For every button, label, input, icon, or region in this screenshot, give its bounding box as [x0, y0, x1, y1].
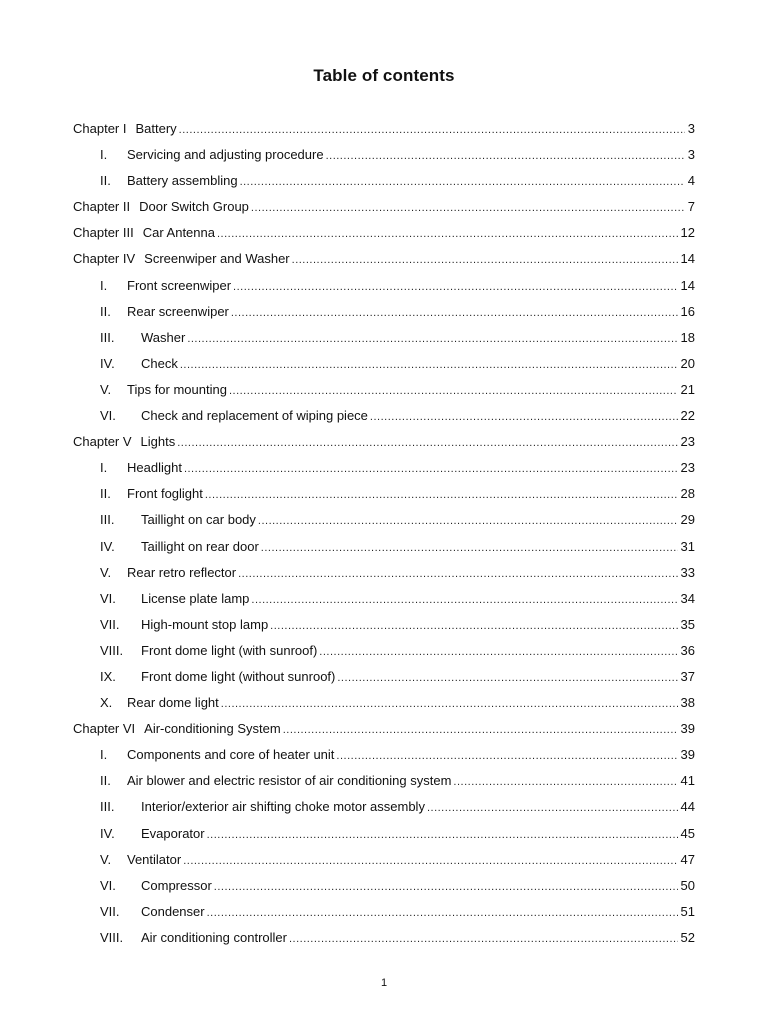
toc-page-number: 29	[680, 512, 695, 528]
toc-entry-number: VI.	[100, 408, 116, 424]
toc-entry-title: Front screenwiper	[127, 277, 232, 293]
toc-entry-title: Car Antenna	[142, 225, 215, 241]
toc-dot-leader	[261, 542, 678, 554]
toc-entry-label	[73, 121, 177, 136]
toc-entry-label	[100, 799, 425, 814]
toc-section-entry[interactable]	[73, 669, 695, 695]
toc-entry-label	[100, 643, 317, 658]
toc-entry-label	[100, 591, 249, 606]
toc-entry-title: Front dome light (without sunroof)	[141, 668, 336, 684]
toc-entry-label	[100, 878, 212, 893]
toc-chapter-entry[interactable]	[73, 121, 695, 147]
toc-page-number: 37	[680, 668, 695, 684]
toc-section-entry[interactable]	[73, 826, 695, 852]
toc-page-number: 33	[680, 564, 695, 580]
toc-entry-number: II.	[100, 486, 111, 502]
toc-entry-number: I.	[100, 460, 108, 476]
toc-entry-title: Taillight on car body	[141, 512, 256, 528]
toc-section-entry[interactable]	[73, 539, 695, 565]
toc-entry-label	[100, 408, 368, 423]
toc-dot-leader	[326, 150, 685, 162]
toc-entry-label	[100, 747, 334, 762]
toc-dot-leader	[207, 829, 678, 841]
toc-section-entry[interactable]	[73, 643, 695, 669]
toc-entry-title: Check	[141, 355, 178, 371]
toc-chapter-entry[interactable]	[73, 434, 695, 460]
toc-page-number: 31	[680, 538, 695, 554]
toc-dot-leader	[292, 254, 678, 266]
toc-entry-title: Rear dome light	[127, 695, 219, 711]
toc-entry-number: VIII.	[100, 642, 124, 658]
toc-entry-title: Ventilator	[127, 851, 182, 867]
toc-entry-number: VIII.	[100, 929, 124, 945]
toc-dot-leader	[453, 776, 677, 788]
toc-entry-number: VII.	[100, 616, 120, 632]
toc-dot-leader	[251, 202, 685, 214]
toc-entry-title: Screenwiper and Washer	[144, 251, 290, 267]
toc-section-entry[interactable]	[73, 695, 695, 721]
toc-entry-label	[100, 460, 182, 475]
toc-dot-leader	[214, 881, 678, 893]
toc-dot-leader	[184, 463, 678, 475]
toc-entry-label	[100, 669, 335, 684]
toc-page-number: 35	[680, 616, 695, 632]
toc-entry-title: Compressor	[141, 877, 212, 893]
toc-entry-label	[100, 512, 256, 527]
toc-entry-title: Condenser	[141, 903, 205, 919]
toc-entry-number: Chapter VI	[73, 721, 136, 737]
toc-section-entry[interactable]	[73, 460, 695, 486]
toc-dot-leader	[270, 620, 677, 632]
toc-entry-label	[100, 930, 287, 945]
toc-dot-leader	[179, 124, 685, 136]
toc-entry-number: IX.	[100, 668, 116, 684]
toc-dot-leader	[283, 724, 678, 736]
toc-section-entry[interactable]	[73, 930, 695, 956]
toc-dot-leader	[221, 698, 678, 710]
toc-dot-leader	[205, 489, 678, 501]
toc-page-number: 12	[680, 225, 695, 241]
toc-entry-label	[73, 721, 281, 736]
toc-entry-number: II.	[100, 303, 111, 319]
toc-page-number: 14	[680, 277, 695, 293]
toc-page-number: 38	[680, 695, 695, 711]
toc-entry-title: Headlight	[127, 460, 182, 476]
toc-entry-label	[100, 773, 451, 788]
toc-entry-label	[100, 565, 236, 580]
toc-dot-leader	[289, 933, 678, 945]
toc-entry-title: High-mount stop lamp	[141, 616, 269, 632]
toc-entry-label	[100, 304, 229, 319]
toc-dot-leader	[177, 437, 677, 449]
toc-page-number: 51	[680, 903, 695, 919]
toc-entry-number: X.	[100, 695, 113, 711]
toc-section-entry[interactable]	[73, 382, 695, 408]
toc-page-number: 45	[680, 825, 695, 841]
toc-entry-title: Rear screenwiper	[127, 303, 229, 319]
toc-entry-number: IV.	[100, 355, 115, 371]
toc-section-entry[interactable]	[73, 304, 695, 330]
toc-page-number: 18	[680, 329, 695, 345]
toc-page-number: 16	[680, 303, 695, 319]
toc-entry-label	[73, 251, 290, 266]
page-title: Table of contents	[313, 66, 455, 85]
toc-entry-number: V.	[100, 381, 112, 397]
toc-entry-number: I.	[100, 147, 108, 163]
toc-section-entry[interactable]	[73, 617, 695, 643]
toc-entry-number: Chapter I	[73, 121, 127, 136]
toc-entry-title: Battery	[135, 121, 177, 136]
toc-section-entry[interactable]	[73, 486, 695, 512]
toc-page-number: 22	[680, 408, 695, 424]
toc-entry-label	[100, 173, 238, 188]
toc-page-number: 50	[680, 877, 695, 893]
toc-page-number: 41	[680, 773, 695, 789]
toc-entry-number: Chapter II	[73, 199, 131, 215]
toc-entry-title: Taillight on rear door	[141, 538, 259, 554]
toc-section-entry[interactable]	[73, 904, 695, 930]
toc-dot-leader	[427, 802, 678, 814]
toc-chapter-entry[interactable]	[73, 225, 695, 251]
toc-section-entry[interactable]	[73, 565, 695, 591]
toc-entry-title: Interior/exterior air shifting choke motor assembly	[141, 799, 425, 815]
toc-section-entry[interactable]	[73, 852, 695, 878]
toc-page-number: 20	[680, 355, 695, 371]
toc-page-number: 23	[680, 460, 695, 476]
toc-page-number: 39	[680, 747, 695, 763]
toc-dot-leader	[229, 385, 678, 397]
toc-entry-title: Front dome light (with sunroof)	[141, 642, 318, 658]
toc-page-number: 44	[680, 799, 695, 815]
toc-entry-title: Components and core of heater unit	[127, 747, 335, 763]
toc-chapter-entry[interactable]	[73, 199, 695, 225]
toc-section-entry[interactable]	[73, 591, 695, 617]
toc-entry-label	[100, 904, 205, 919]
toc-entry-title: Air-conditioning System	[144, 721, 281, 737]
page-number: 1	[380, 977, 388, 989]
toc-dot-leader	[233, 281, 677, 293]
toc-entry-label	[100, 826, 205, 841]
toc-section-entry[interactable]	[73, 278, 695, 304]
toc-entry-label	[100, 356, 178, 371]
toc-entry-label	[100, 617, 268, 632]
toc-entry-number: III.	[100, 512, 115, 528]
toc-dot-leader	[217, 228, 678, 240]
toc-entry-label	[73, 434, 175, 449]
table-of-contents	[73, 121, 695, 956]
toc-section-entry[interactable]	[73, 173, 695, 199]
toc-entry-label	[100, 330, 185, 345]
toc-page-number: 36	[680, 642, 695, 658]
toc-section-entry[interactable]	[73, 356, 695, 382]
toc-entry-title: Battery assembling	[127, 173, 238, 189]
toc-entry-number: III.	[100, 799, 115, 815]
toc-page-number: 21	[680, 381, 695, 397]
toc-page-number: 4	[687, 173, 695, 189]
toc-entry-number: V.	[100, 564, 112, 580]
toc-page-number: 3	[687, 121, 695, 136]
toc-page-number: 23	[680, 434, 695, 450]
toc-dot-leader	[370, 411, 678, 423]
toc-section-entry[interactable]	[73, 330, 695, 356]
toc-section-entry[interactable]	[73, 747, 695, 773]
toc-dot-leader	[337, 672, 677, 684]
toc-entry-title: Lights	[140, 434, 176, 450]
toc-chapter-entry[interactable]	[73, 251, 695, 277]
toc-dot-leader	[187, 333, 677, 345]
toc-dot-leader	[258, 515, 678, 527]
toc-page-number: 39	[680, 721, 695, 737]
toc-dot-leader	[336, 750, 677, 762]
toc-entry-title: Servicing and adjusting procedure	[127, 147, 324, 163]
toc-dot-leader	[238, 568, 677, 580]
toc-entry-title: License plate lamp	[141, 590, 250, 606]
toc-entry-title: Air blower and electric resistor of air conditioning system	[127, 773, 452, 789]
toc-entry-number: Chapter V	[73, 434, 132, 450]
toc-entry-label	[100, 147, 324, 162]
toc-entry-number: IV.	[100, 538, 115, 554]
toc-chapter-entry[interactable]	[73, 721, 695, 747]
toc-dot-leader	[240, 176, 685, 188]
toc-entry-number: Chapter III	[73, 225, 134, 241]
toc-entry-number: VII.	[100, 903, 120, 919]
toc-page-number: 7	[687, 199, 695, 215]
toc-dot-leader	[180, 359, 678, 371]
toc-entry-title: Check and replacement of wiping piece	[141, 408, 368, 424]
toc-entry-number: I.	[100, 747, 108, 763]
toc-entry-number: VI.	[100, 877, 116, 893]
toc-page-number: 47	[680, 851, 695, 867]
toc-entry-title: Rear retro reflector	[127, 564, 237, 580]
toc-entry-number: Chapter IV	[73, 251, 136, 267]
toc-entry-label	[100, 486, 203, 501]
toc-dot-leader	[319, 646, 677, 658]
toc-page-number: 28	[680, 486, 695, 502]
toc-entry-label	[73, 199, 249, 214]
toc-section-entry[interactable]	[73, 773, 695, 799]
toc-entry-label	[100, 382, 227, 397]
toc-dot-leader	[207, 907, 678, 919]
toc-entry-number: IV.	[100, 825, 115, 841]
toc-entry-number: III.	[100, 329, 115, 345]
toc-entry-label	[100, 539, 259, 554]
toc-page-number: 34	[680, 590, 695, 606]
toc-entry-title: Washer	[141, 329, 186, 345]
toc-dot-leader	[231, 307, 678, 319]
toc-entry-number: VI.	[100, 590, 116, 606]
toc-entry-number: I.	[100, 277, 108, 293]
toc-entry-title: Door Switch Group	[139, 199, 249, 215]
toc-entry-title: Evaporator	[141, 825, 205, 841]
toc-section-entry[interactable]	[73, 512, 695, 538]
toc-entry-number: V.	[100, 851, 112, 867]
toc-entry-label	[73, 225, 215, 240]
toc-entry-title: Air conditioning controller	[141, 929, 287, 945]
toc-entry-title: Front foglight	[127, 486, 203, 502]
toc-section-entry[interactable]	[73, 878, 695, 904]
toc-page-number: 3	[687, 147, 695, 163]
toc-entry-title: Tips for mounting	[127, 381, 227, 397]
toc-entry-label	[100, 852, 181, 867]
toc-section-entry[interactable]	[73, 147, 695, 173]
toc-entry-number: II.	[100, 173, 111, 189]
toc-dot-leader	[251, 594, 677, 606]
toc-entry-label	[100, 278, 231, 293]
toc-entry-label	[100, 695, 219, 710]
toc-entry-number: II.	[100, 773, 111, 789]
toc-page-number: 14	[680, 251, 695, 267]
toc-page-number: 52	[680, 929, 695, 945]
toc-section-entry[interactable]	[73, 799, 695, 825]
toc-section-entry[interactable]	[73, 408, 695, 434]
toc-dot-leader	[183, 855, 677, 867]
